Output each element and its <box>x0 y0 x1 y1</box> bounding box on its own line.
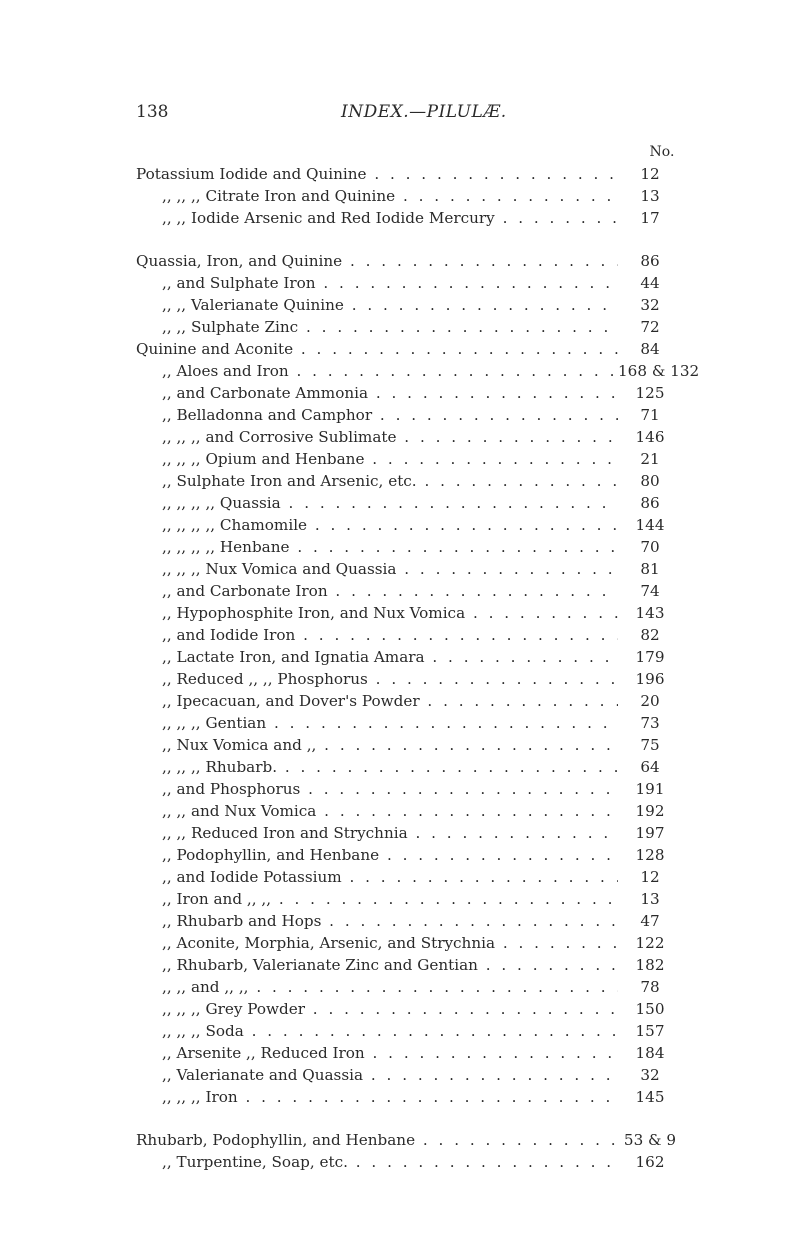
entry-label: ,, ,, ,, Iron . . . <box>136 1086 630 1108</box>
index-entry <box>136 712 682 734</box>
index-entry <box>136 580 682 602</box>
entry-number: 184 <box>618 1042 682 1064</box>
entry-label: Quinine and Aconite . . . <box>136 338 630 360</box>
entry-number: 64 <box>618 756 682 778</box>
entry-label: ,, ,, ,, Grey Powder . . . <box>136 998 630 1020</box>
entry-label: ,, ,, ,, Opium and Henbane . . . <box>136 448 630 470</box>
entry-number: 21 <box>618 448 682 470</box>
entry-label: ,, ,, ,, Gentian . . . <box>136 712 630 734</box>
entry-number: 72 <box>618 316 682 338</box>
entry-label: Quassia, Iron, and Quinine . . . <box>136 250 630 272</box>
index-entry <box>136 185 682 207</box>
entry-label: ,, Aconite, Morphia, Arsenic, and Strychnia . . . <box>136 932 630 954</box>
entry-number: 70 <box>618 536 682 558</box>
entry-number: 182 <box>618 954 682 976</box>
entry-label: ,, Valerianate and Quassia . . . <box>136 1064 630 1086</box>
index-entry <box>136 536 682 558</box>
index-entry <box>136 668 682 690</box>
entry-label: Potassium Iodide and Quinine . . . <box>136 163 630 185</box>
entry-number: 191 <box>618 778 682 800</box>
index-entry <box>136 1129 682 1151</box>
entry-label: ,, ,, ,, ,, Henbane . . . <box>136 536 630 558</box>
entry-number: 71 <box>618 404 682 426</box>
entry-number: 17 <box>618 207 682 229</box>
index-entry <box>136 954 682 976</box>
index-entry <box>136 492 682 514</box>
running-head <box>136 102 664 128</box>
entry-number: 125 <box>618 382 682 404</box>
entry-number: 75 <box>618 734 682 756</box>
index-entry <box>136 558 682 580</box>
entry-label: ,, ,, ,, Soda . . . <box>136 1020 630 1042</box>
index-entry <box>136 448 682 470</box>
index-entry <box>136 338 682 360</box>
entry-label: ,, Reduced ,, ,, Phosphorus . . . <box>136 668 630 690</box>
index-entry <box>136 690 682 712</box>
index-entries <box>136 163 700 1173</box>
index-entry <box>136 866 682 888</box>
entry-label: ,, and Carbonate Iron . . . <box>136 580 630 602</box>
entry-label: ,, ,, Sulphate Zinc . . . <box>136 316 630 338</box>
entry-number: 44 <box>618 272 682 294</box>
entry-label: ,, and Carbonate Ammonia . . . <box>136 382 630 404</box>
entry-label: ,, ,, and Nux Vomica . . . <box>136 800 630 822</box>
entry-number: 47 <box>618 910 682 932</box>
index-entry <box>136 844 682 866</box>
index-entry <box>136 1020 682 1042</box>
entry-label: ,, Arsenite ,, Reduced Iron . . . <box>136 1042 630 1064</box>
index-entry <box>136 646 682 668</box>
index-entry <box>136 514 682 536</box>
number-column-header: No. <box>649 144 675 160</box>
entry-number: 128 <box>618 844 682 866</box>
entry-label: ,, Nux Vomica and ,, . . . <box>136 734 630 756</box>
entry-label: ,, ,, ,, Citrate Iron and Quinine . . . <box>136 185 630 207</box>
entry-number: 146 <box>618 426 682 448</box>
entry-label: ,, ,, ,, Rhubarb. . . . <box>136 756 630 778</box>
index-entry <box>136 822 682 844</box>
index-entry <box>136 1042 682 1064</box>
index-entry <box>136 360 700 382</box>
index-entry <box>136 250 682 272</box>
entry-label: ,, ,, ,, ,, Quassia . . . <box>136 492 630 514</box>
page-title: INDEX.—PILULÆ. <box>341 102 507 122</box>
entry-number: 84 <box>618 338 682 360</box>
index-entry <box>136 272 682 294</box>
entry-number: 122 <box>618 932 682 954</box>
index-entry <box>136 404 682 426</box>
entry-label: ,, and Sulphate Iron . . . <box>136 272 630 294</box>
entry-number: 145 <box>618 1086 682 1108</box>
entry-label: Rhubarb, Podophyllin, and Henbane . . . <box>136 1129 630 1151</box>
entry-number: 196 <box>618 668 682 690</box>
index-entry <box>136 734 682 756</box>
index-entry <box>136 932 682 954</box>
entry-number: 144 <box>618 514 682 536</box>
index-entry <box>136 207 682 229</box>
index-entry <box>136 1064 682 1086</box>
entry-number: 86 <box>618 492 682 514</box>
index-entry <box>136 756 682 778</box>
page-number: 138 <box>136 102 169 122</box>
index-entry <box>136 316 682 338</box>
entry-number: 81 <box>618 558 682 580</box>
index-entry <box>136 888 682 910</box>
entry-label: ,, Rhubarb, Valerianate Zinc and Gentian . . . <box>136 954 630 976</box>
index-entry <box>136 294 682 316</box>
entry-number: 78 <box>618 976 682 998</box>
entry-label: ,, Aloes and Iron . . . <box>136 360 630 382</box>
entry-number: 179 <box>618 646 682 668</box>
index-entry <box>136 470 682 492</box>
index-entry <box>136 778 682 800</box>
entry-number: 32 <box>618 1064 682 1086</box>
index-entry <box>136 163 682 185</box>
entry-number: 13 <box>618 185 682 207</box>
entry-label: ,, Iron and ,, ,, . . . <box>136 888 630 910</box>
entry-number: 32 <box>618 294 682 316</box>
entry-number: 12 <box>618 163 682 185</box>
entry-label: ,, Rhubarb and Hops . . . <box>136 910 630 932</box>
entry-label: ,, Lactate Iron, and Ignatia Amara . . . <box>136 646 630 668</box>
index-entry <box>136 910 682 932</box>
index-entry <box>136 602 682 624</box>
entry-number: 162 <box>618 1151 682 1173</box>
entry-label: ,, ,, ,, and Corrosive Sublimate . . . <box>136 426 630 448</box>
entry-label: ,, Sulphate Iron and Arsenic, etc. . . . <box>136 470 630 492</box>
entry-number: 53 & 9 <box>618 1129 682 1151</box>
entry-number: 82 <box>618 624 682 646</box>
entry-number: 80 <box>618 470 682 492</box>
entry-label: ,, ,, Valerianate Quinine . . . <box>136 294 630 316</box>
index-entry <box>136 800 682 822</box>
entry-label: ,, ,, ,, Nux Vomica and Quassia . . . <box>136 558 630 580</box>
entry-label: ,, Hypophosphite Iron, and Nux Vomica . . . <box>136 602 630 624</box>
entry-number: 13 <box>618 888 682 910</box>
entry-label: ,, Belladonna and Camphor . . . <box>136 404 630 426</box>
entry-label: ,, ,, and ,, ,, . . . <box>136 976 630 998</box>
entry-number: 143 <box>618 602 682 624</box>
entry-label: ,, ,, Iodide Arsenic and Red Iodide Mercury . . . <box>136 207 630 229</box>
entry-label: ,, and Phosphorus . . . <box>136 778 630 800</box>
index-entry <box>136 382 682 404</box>
entry-label: ,, Turpentine, Soap, etc. . . . <box>136 1151 630 1173</box>
entry-label: ,, Podophyllin, and Henbane . . . <box>136 844 630 866</box>
index-entry <box>136 976 682 998</box>
entry-label: ,, and Iodide Iron . . . <box>136 624 630 646</box>
entry-number: 197 <box>618 822 682 844</box>
entry-number: 74 <box>618 580 682 602</box>
index-entry <box>136 426 682 448</box>
entry-label: ,, ,, ,, ,, Chamomile . . . <box>136 514 630 536</box>
entry-number: 12 <box>618 866 682 888</box>
entry-number: 150 <box>618 998 682 1020</box>
index-entry <box>136 998 682 1020</box>
entry-number: 157 <box>618 1020 682 1042</box>
entry-number: 86 <box>618 250 682 272</box>
entry-label: ,, Ipecacuan, and Dover's Powder . . . <box>136 690 630 712</box>
entry-number: 192 <box>618 800 682 822</box>
entry-number: 20 <box>618 690 682 712</box>
entry-label: ,, ,, Reduced Iron and Strychnia . . . <box>136 822 630 844</box>
entry-number: 73 <box>618 712 682 734</box>
index-entry <box>136 624 682 646</box>
entry-number: 168 & 132 <box>618 362 700 380</box>
index-entry <box>136 1086 682 1108</box>
entry-label: ,, and Iodide Potassium . . . <box>136 866 630 888</box>
index-entry <box>136 1151 682 1173</box>
